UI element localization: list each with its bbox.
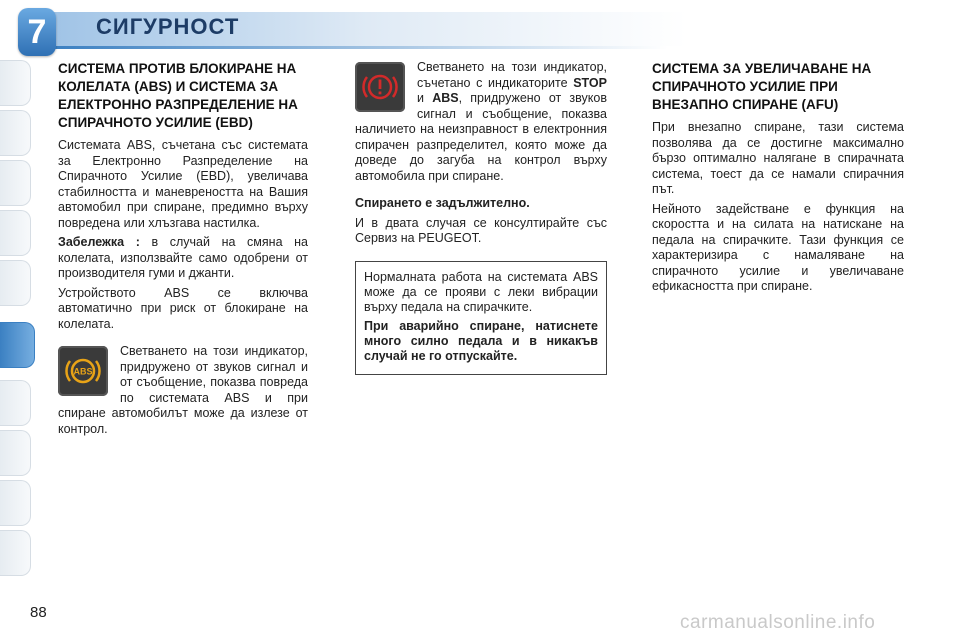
watermark: carmanualsonline.info — [680, 612, 876, 633]
abs-label: ABS — [432, 91, 459, 105]
note-text: в случай на смяна на колелата, използвайте само одобрени от производителя гуми и джанти. — [58, 235, 308, 280]
chapter-tab[interactable] — [0, 60, 31, 106]
brake-warning-block — [355, 60, 607, 188]
chapter-number-badge: 7 — [18, 8, 56, 56]
notice-emergency-braking: При аварийно спиране, натиснете много силно педала и в никакъв случай не го отпускайте. — [364, 318, 598, 363]
chapter-tabs — [0, 60, 34, 580]
chapter-tab-active[interactable] — [0, 322, 35, 368]
abs-warning-text: Светването на този индикатор, придружено от звуков сигнал и от съобщение, показва повреда по системата ABS и при спиране автомобилът може да излезе от контрол. — [58, 344, 308, 436]
chapter-tab[interactable] — [0, 110, 31, 156]
chapter-tab[interactable] — [0, 260, 31, 306]
afu-activation-text: Нейното задействане е функция на скоростта и на силата на натискане на педала на спирачките. Тази функция се характеризира с намаляване на спирачното усилие и увеличаване ефикасността при спиране. — [652, 201, 904, 293]
brake-warning-text-part2: , придружено от звуков сигнал и съобщение, показва наличието на неизправност в електронния спирачен разпределител, която може да доведе до загуба на контрол върху автомобила при спиране. — [355, 91, 607, 183]
chapter-tab[interactable] — [0, 160, 31, 206]
chapter-tab[interactable] — [0, 530, 31, 576]
abs-ebd-description: Системата ABS, съчетана със системата за Електронно Разпределение на Спирачното Усилие (EBD), увеличава стабилността и маневреността на Вашия автомобил при спиране, предимно върху повредена или хлъзгава настилка. — [58, 138, 308, 230]
afu-description: При внезапно спиране, тази система позволява да се достигне максимално бързо оптимално налягане в спирачната система, тоест да се намали спирачния път. — [652, 120, 904, 196]
stop-label: STOP — [573, 75, 607, 90]
column-afu — [652, 60, 904, 299]
and-word: и — [417, 91, 433, 105]
notice-box — [355, 261, 607, 375]
note-label: Забележка : — [58, 235, 140, 249]
column-abs-ebd — [58, 60, 308, 441]
abs-activation-text: Устройството ABS се включва автоматично при риск от блокиране на колелата. — [58, 285, 308, 331]
page-number: 88 — [30, 604, 47, 621]
chapter-tab[interactable] — [0, 210, 31, 256]
chapter-tab[interactable] — [0, 380, 31, 426]
brake-warning-icon — [355, 62, 405, 112]
stop-obligatory-text: Спирането е задължително. — [355, 196, 530, 210]
note-paragraph — [58, 235, 308, 282]
consult-service-text: И в двата случая се консултирайте със Сервиз на PEUGEOT. — [355, 215, 607, 245]
abs-icon-text: ABS — [73, 366, 93, 377]
page-title: СИГУРНОСТ — [96, 14, 240, 39]
abs-warning-block — [58, 344, 308, 441]
chapter-tab[interactable] — [0, 480, 31, 526]
section-heading-abs-ebd: СИСТЕМА ПРОТИВ БЛОКИРАНЕ НА КОЛЕЛАТА (ABS) И СИСТЕМА ЗА ЕЛЕКТРОННО РАЗПРЕДЕЛЕНИЕ НА СПИРАЧНОТО УСИЛИЕ (EBD) — [58, 61, 298, 130]
abs-warning-icon — [58, 346, 108, 396]
brake-warning-text-part1: Светването на този индикатор, съчетано с индикаторите — [417, 60, 607, 90]
notice-normal-operation: Нормалната работа на системата ABS може да се прояви с леки вибрации върху педала на спирачките. — [364, 269, 598, 314]
chapter-tab[interactable] — [0, 430, 31, 476]
column-brake-warning — [355, 60, 607, 375]
section-heading-afu: СИСТЕМА ЗА УВЕЛИЧАВАНЕ НА СПИРАЧНОТО УСИЛИЕ ПРИ ВНЕЗАПНО СПИРАНЕ (AFU) — [652, 61, 872, 112]
